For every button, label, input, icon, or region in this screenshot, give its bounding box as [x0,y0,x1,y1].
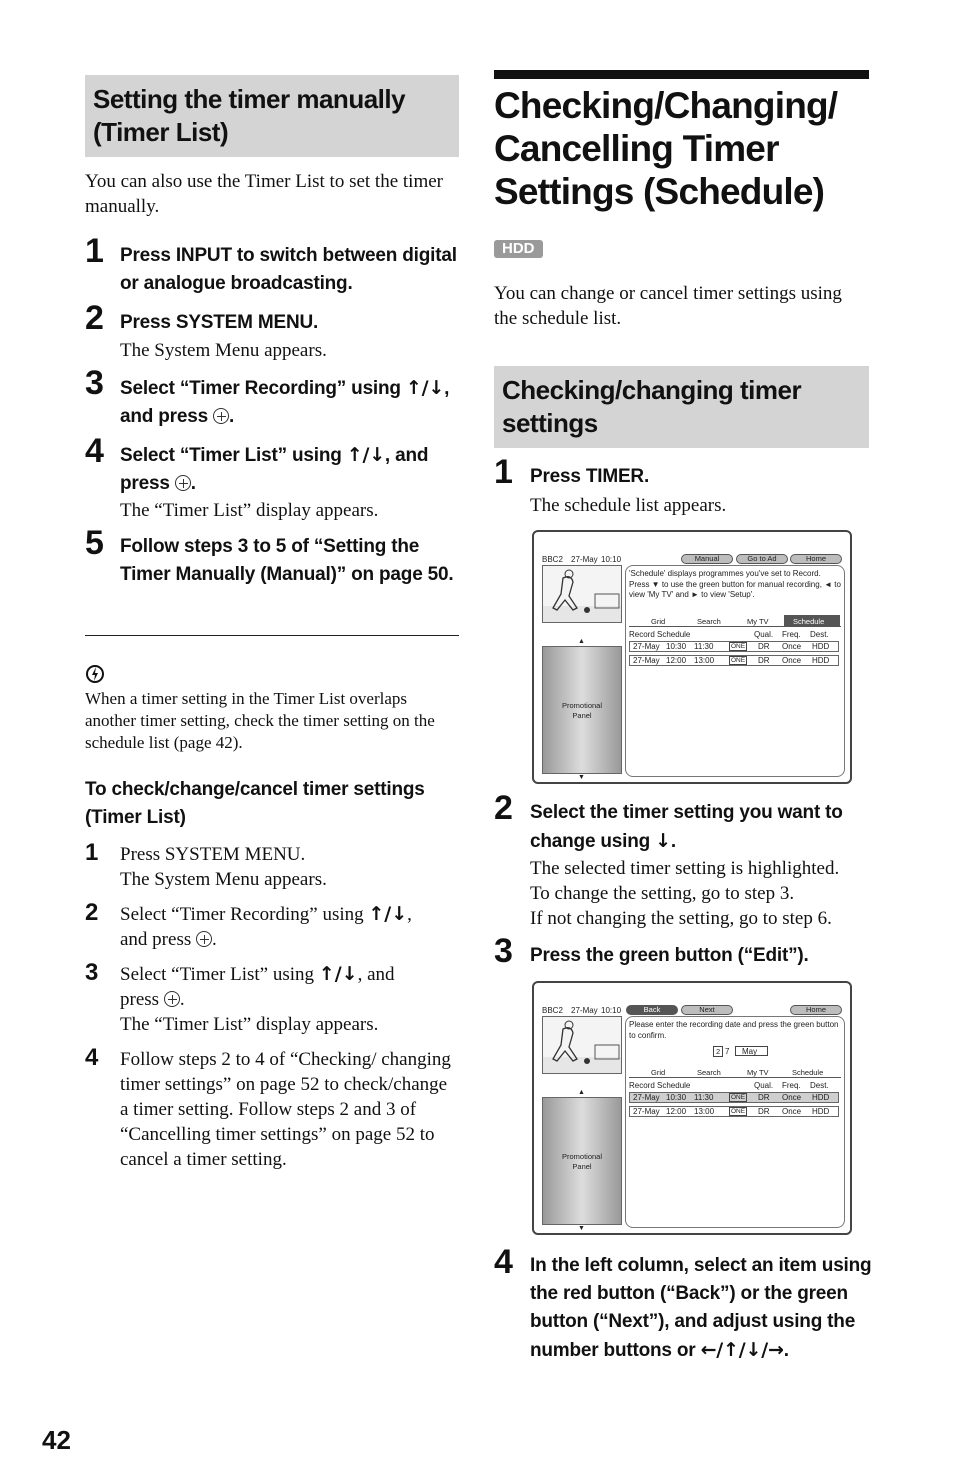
enter-button-icon [164,991,180,1007]
tab-underline [629,626,841,627]
row-freq: Once [782,656,802,665]
schedule-message: 'Schedule' displays programmes you've set to Record. Press ▼ to use the green button for manual recording, ◄ to view 'My TV' and ► to view 'Setup'. [629,569,841,599]
step-title-4-b: , and press [120,445,429,494]
step-title-2: Press SYSTEM MENU. [120,312,319,333]
schedule-screen [532,530,852,784]
up-down-arrow-icon: ↑/↓ [368,903,408,925]
step-title-3-a: Select “Timer Recording” using [120,378,406,399]
promotional-panel [542,1097,622,1225]
right-step-title-3: Press the green button (“Edit”). [530,945,809,966]
row-date: 27-May [633,656,660,665]
main-title-line-3: Settings (Schedule) [494,171,825,212]
promo-label: Promotional Panel [561,1152,603,1171]
row-date: 27-May [633,1107,660,1116]
arrow-keys-icon: ←/↑/↓/ [700,1339,768,1361]
tab-schedule[interactable]: Schedule [793,617,825,626]
sub-step-3-line2 [120,987,185,1012]
intro-text: You can also use the Timer List to set the timer manually. [85,171,443,217]
home-button[interactable]: Home [790,554,842,564]
step-number-1: 1 [85,232,104,270]
sub-step-number-1: 1 [85,839,99,866]
title-rule [494,70,869,79]
sub-step-1-line1: Press SYSTEM MENU. [120,844,306,865]
time-label: 10:10 [601,1006,622,1015]
up-down-arrow-icon: ↑/↓ [346,444,385,466]
col-dest: Dest. [810,630,829,639]
tab-grid[interactable]: Grid [651,617,666,626]
right-step-sub-1: The schedule list appears. [530,495,727,516]
sub-step-number-4: 4 [85,1044,99,1071]
edit-schedule-screen [532,981,852,1235]
row-qual: DR [758,1093,770,1102]
sub-step-3-text-b: , and [357,964,395,985]
row-start: 12:00 [666,1107,687,1116]
right-step-number-2: 2 [494,789,513,827]
sub-step-3-text-c: press [120,989,164,1010]
row-dest: HDD [812,1093,830,1102]
up-down-arrow-icon: ↑/↓ [318,963,358,985]
down-arrow-icon: ↓ [655,830,671,852]
back-button[interactable]: Back [626,1005,678,1015]
row-qual: DR [758,656,770,665]
row-dest: HDD [812,656,830,665]
tab-grid[interactable]: Grid [651,1068,666,1077]
right-step-sub-2a: The selected timer setting is highlighted. [530,858,840,879]
step-title-4-a: Select “Timer List” using [120,445,347,466]
sub-step-number-3: 3 [85,959,99,986]
tab-underline [629,1077,841,1078]
col-dest: Dest. [810,1081,829,1090]
section-heading-checking-text: Checking/changing timer settings [502,375,802,438]
right-step-number-4: 4 [494,1243,513,1281]
row-start: 12:00 [666,656,687,665]
right-step-title-2-b: . [670,831,676,852]
row-dest: HDD [812,1107,830,1116]
sub-step-2-text-d: . [211,929,217,950]
tab-search[interactable]: Search [697,617,721,626]
step-sub-4: The “Timer List” display appears. [120,500,379,521]
right-step-title-4 [530,1252,872,1365]
channel-logo: ONE [731,657,746,664]
time-label: 10:10 [601,555,622,564]
channel-label: BBC2 [542,1006,563,1015]
row-freq: Once [782,1107,802,1116]
tab-my-tv[interactable]: My TV [747,1068,769,1077]
manual-button[interactable]: Manual [681,554,733,564]
step-title-3 [120,374,460,431]
section-heading-timer-list [85,75,459,157]
tab-schedule[interactable]: Schedule [792,1068,824,1077]
row-date: 27-May [633,1093,660,1102]
tab-search[interactable]: Search [697,1068,721,1077]
row-freq: Once [782,642,802,651]
step-title-4 [120,441,460,498]
col-freq: Freq. [782,630,801,639]
right-step-title-4-c: . [783,1340,789,1361]
main-title [494,84,874,213]
col-record-schedule: Record Schedule [629,630,691,639]
step-title-3-b: , and press [120,378,450,427]
channel-logo: ONE [731,1108,746,1115]
step-title-5: Follow steps 3 to 5 of “Setting the Timer Manually (Manual)” on page 50. [120,536,454,585]
scroll-up-icon[interactable]: ▲ [578,1089,585,1096]
right-step-sub-2c: If not changing the setting, go to step 6. [530,908,832,929]
scroll-up-icon[interactable]: ▲ [578,638,585,645]
date-label: 27-May [571,1006,598,1015]
row-start: 10:30 [666,1093,687,1102]
channel-logo: ONE [731,1094,746,1101]
right-step-number-3: 3 [494,932,513,970]
scroll-down-icon[interactable]: ▼ [578,1225,585,1232]
row-end: 11:30 [694,642,714,651]
section-heading-checking [494,366,869,448]
sub-step-3-line3: The “Timer List” display appears. [120,1014,379,1035]
scroll-down-icon[interactable]: ▼ [578,774,585,781]
date-label: 27-May [571,555,598,564]
col-qual: Qual. [754,1081,774,1090]
row-qual: DR [758,1107,770,1116]
go-to-ad-button[interactable]: Go to Ad [736,554,788,564]
right-arrow-icon: → [767,1339,784,1361]
right-intro: You can change or cancel timer settings using the schedule list. [494,283,842,329]
sub-step-4-text: Follow steps 2 to 4 of “Checking/ changing timer settings” on page 52 to check/change a timer setting. Follow steps 2 and 3 of “Cancelling timer settings” on page 52 to cancel a timer setting. [120,1049,451,1170]
right-step-sub-2b: To change the setting, go to step 3. [530,883,795,904]
right-step-number-1: 1 [494,453,513,491]
sub-step-2-text-a: Select “Timer Recording” using [120,904,369,925]
col-record-schedule: Record Schedule [629,1081,691,1090]
step-number-3: 3 [85,364,104,402]
month-value: May [742,1047,758,1056]
sub-step-1-line2: The System Menu appears. [120,869,327,890]
step-title-3-c: . [229,406,235,427]
section-heading-text: Setting the timer manually (Timer List) [93,84,406,147]
col-freq: Freq. [782,1081,801,1090]
sub-step-2-text-b: , [407,904,412,925]
home-button[interactable]: Home [790,1005,842,1015]
next-button[interactable]: Next [681,1005,733,1015]
edit-message: Please enter the recording date and press the green button to confirm. [629,1020,839,1040]
tip-text: When a timer setting in the Timer List overlaps another timer setting, check the timer setting on the schedule list (page 42). [85,689,435,752]
right-step-title-1: Press TIMER. [530,466,650,487]
channel-logo: ONE [731,643,746,650]
step-number-5: 5 [85,524,104,562]
page-number: 42 [42,1425,71,1455]
video-thumbnail [542,565,622,623]
divider-line [85,635,459,636]
sub-heading: To check/change/cancel timer settings (Timer List) [85,779,425,828]
enter-button-icon [196,931,212,947]
day-digit-1[interactable]: 2 [713,1046,723,1057]
row-dest: HDD [812,642,830,651]
day-digit-2[interactable]: 7 [725,1047,730,1056]
sub-step-3-line1 [120,962,460,987]
right-step-title-2 [530,799,870,856]
tip-icon [85,664,105,684]
row-qual: DR [758,642,770,651]
row-end: 11:30 [694,1093,714,1102]
sub-step-2-text-c: and press [120,929,196,950]
enter-button-icon [175,475,191,491]
step-title-4-c: . [190,473,196,494]
channel-label: BBC2 [542,555,563,564]
row-end: 13:00 [694,1107,715,1116]
sub-step-number-2: 2 [85,899,99,926]
hdd-badge: HDD [494,240,543,258]
row-freq: Once [782,1093,802,1102]
row-date: 27-May [633,642,660,651]
step-number-4: 4 [85,432,104,470]
video-thumbnail [542,1016,622,1074]
promotional-panel [542,646,622,774]
main-title-line-2: Cancelling Timer [494,128,779,169]
right-step-title-2-a: Select the timer setting you want to change using [530,802,843,852]
sub-step-3-text-a: Select “Timer List” using [120,964,319,985]
sub-step-3-text-d: . [179,989,185,1010]
step-sub-2: The System Menu appears. [120,340,327,361]
step-title-1: Press INPUT to switch between digital or analogue broadcasting. [120,245,457,294]
promo-label: Promotional Panel [561,701,603,720]
sub-step-2-line2 [120,927,217,952]
col-qual: Qual. [754,630,774,639]
row-end: 13:00 [694,656,715,665]
main-title-line-1: Checking/Changing/ [494,85,838,126]
enter-button-icon [213,408,229,424]
step-number-2: 2 [85,299,104,337]
right-step-title-4-a: In the left column, select an item using the red button (“Back”) or the green button (“Next”), and adjust using the number buttons or [530,1255,872,1361]
sub-step-2-line1 [120,902,460,927]
row-start: 10:30 [666,642,687,651]
up-arrow-icon: ↑/↓ [405,377,445,399]
tab-my-tv[interactable]: My TV [747,617,769,626]
